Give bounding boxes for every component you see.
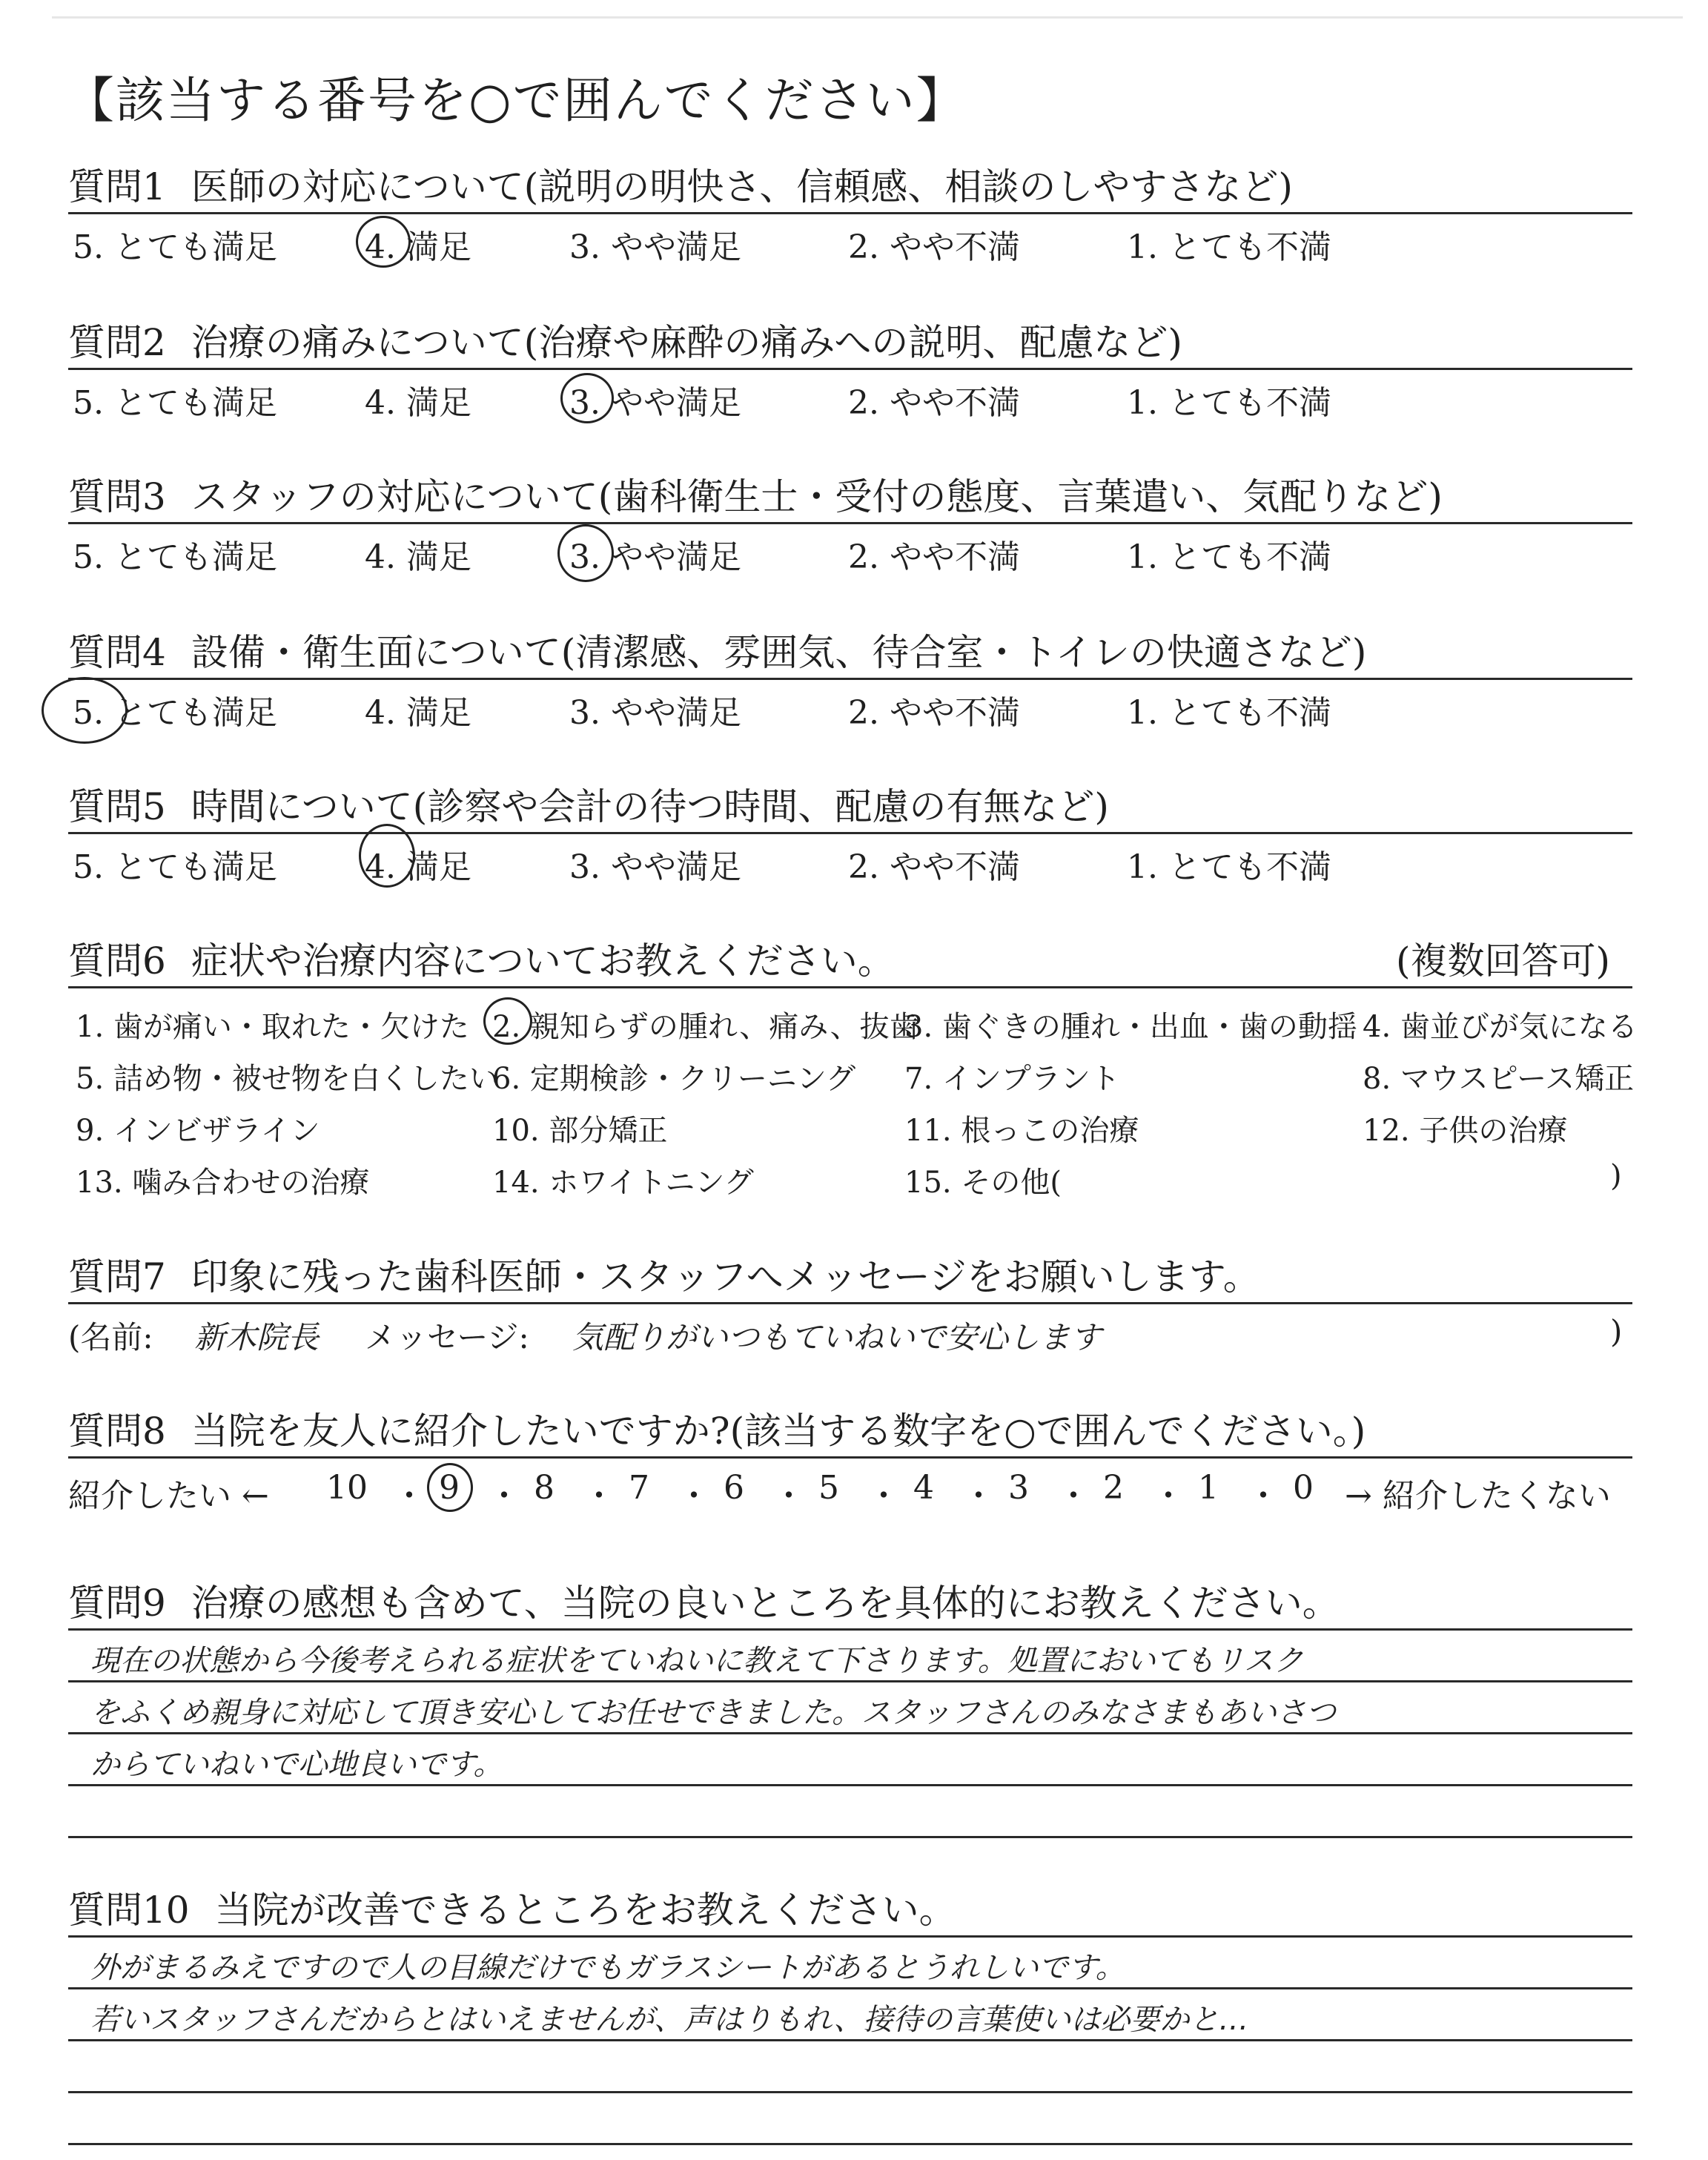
rating-options xyxy=(68,524,1632,576)
selection-circle xyxy=(427,1463,473,1512)
writing-line xyxy=(68,1680,1632,1682)
question-number: 質問6 xyxy=(68,939,166,982)
question-8 xyxy=(68,1406,1632,1518)
selection-circle xyxy=(560,373,614,423)
question-number: 質問2 xyxy=(68,321,166,364)
question-2 xyxy=(68,317,1632,422)
question-number: 質問7 xyxy=(68,1255,166,1298)
option-1[interactable]: 1. とても不満 xyxy=(1127,384,1331,422)
question-9 xyxy=(68,1578,1632,1895)
question-number: 質問10 xyxy=(68,1889,190,1932)
answer-line: 若いスタッフさんだからとはいえませんが、声はりもれ、接待の言葉使いは必要かと… xyxy=(90,2003,1249,2037)
scale-2[interactable]: 2 xyxy=(1103,1469,1124,1507)
symptom-5[interactable]: 5. 詰め物・被せ物を白くしたい xyxy=(76,1062,499,1096)
symptom-1[interactable]: 1. 歯が痛い・取れた・欠けた xyxy=(76,1010,469,1044)
option-3[interactable]: 3. やや満足 xyxy=(569,694,741,732)
question-1 xyxy=(68,162,1632,266)
option-3[interactable]: 3. やや満足 xyxy=(569,228,741,266)
question-number: 質問1 xyxy=(68,165,166,208)
selection-circle xyxy=(483,997,532,1045)
scale-dot: ・ xyxy=(1057,1477,1090,1515)
scale-right-label: → 紹介したくない xyxy=(1345,1477,1611,1515)
answer-line: をふくめ親身に対応して頂き安心してお任せできました。スタッフさんのみなさまもあいさつ xyxy=(90,1696,1336,1730)
question-4 xyxy=(68,627,1632,732)
option-4[interactable]: 4. 満足 xyxy=(365,694,471,732)
question-text: 当院を友人に紹介したいですか?(該当する数字を○で囲んでください。) xyxy=(191,1410,1366,1453)
selection-circle xyxy=(557,524,614,582)
symptom-15-other[interactable]: 15. その他( xyxy=(904,1166,1062,1200)
option-4[interactable]: 4. 満足 xyxy=(365,228,471,266)
scale-dot: ・ xyxy=(678,1477,710,1515)
option-4[interactable]: 4. 満足 xyxy=(365,848,471,886)
question-text: スタッフの対応について(歯科衛生士・受付の態度、言葉遣い、気配りなど) xyxy=(191,475,1443,518)
writing-line xyxy=(68,2039,1632,2041)
scale-3[interactable]: 3 xyxy=(1008,1469,1029,1507)
message-value[interactable]: 気配りがいつもていねいで安心します xyxy=(572,1319,1102,1355)
recommend-scale xyxy=(68,1459,1632,1518)
option-5[interactable]: 5. とても満足 xyxy=(73,848,277,886)
question-5 xyxy=(68,782,1632,886)
option-5[interactable]: 5. とても満足 xyxy=(73,228,277,266)
scale-7[interactable]: 7 xyxy=(629,1469,649,1507)
writing-line xyxy=(68,1732,1632,1734)
option-1[interactable]: 1. とても不満 xyxy=(1127,228,1331,266)
question-text: 当院が改善できるところをお教えください。 xyxy=(214,1889,956,1932)
question-text: 印象に残った歯科医師・スタッフへメッセージをお願いします。 xyxy=(191,1255,1260,1298)
symptom-2[interactable]: 2. 親知らずの腫れ、痛み、抜歯 xyxy=(492,1010,919,1044)
option-1[interactable]: 1. とても不満 xyxy=(1127,848,1331,886)
writing-line xyxy=(68,1628,1632,1631)
scale-10[interactable]: 10 xyxy=(326,1469,368,1507)
question-text: 治療の痛みについて(治療や麻酔の痛みへの説明、配慮など) xyxy=(191,321,1182,364)
symptom-13[interactable]: 13. 噛み合わせの治療 xyxy=(76,1166,370,1200)
question-6 xyxy=(68,936,1638,1203)
message-label: メッセージ: xyxy=(365,1319,529,1355)
option-3[interactable]: 3. やや満足 xyxy=(569,848,741,886)
scale-dot: ・ xyxy=(393,1477,426,1515)
scale-dot: ・ xyxy=(1152,1477,1185,1515)
scale-dot: ・ xyxy=(1247,1477,1280,1515)
rating-options xyxy=(68,680,1632,732)
answer-area[interactable] xyxy=(68,1935,1632,2158)
scale-dot: ・ xyxy=(867,1477,900,1515)
option-2[interactable]: 2. やや不満 xyxy=(848,848,1020,886)
scale-dot: ・ xyxy=(772,1477,805,1515)
option-5[interactable]: 5. とても満足 xyxy=(73,538,277,576)
writing-line xyxy=(68,2091,1632,2093)
option-5[interactable]: 5. とても満足 xyxy=(73,384,277,422)
scale-8[interactable]: 8 xyxy=(534,1469,555,1507)
rating-options xyxy=(68,370,1632,422)
symptom-options xyxy=(68,988,1638,1203)
question-7 xyxy=(68,1252,1632,1356)
multiple-answer-note: (複数回答可) xyxy=(1395,939,1610,982)
symptom-10[interactable]: 10. 部分矯正 xyxy=(492,1114,668,1148)
question-number: 質問8 xyxy=(68,1410,166,1453)
answer-area[interactable] xyxy=(68,1628,1632,1895)
symptom-3[interactable]: 3. 歯ぐきの腫れ・出血・歯の動揺 xyxy=(904,1010,1357,1044)
scale-0[interactable]: 0 xyxy=(1293,1469,1314,1507)
option-2[interactable]: 2. やや不満 xyxy=(848,538,1020,576)
rating-options xyxy=(68,214,1632,266)
question-10 xyxy=(68,1885,1632,2158)
message-row xyxy=(68,1304,1632,1356)
name-label: (名前: xyxy=(68,1319,153,1355)
symptom-7[interactable]: 7. インプラント xyxy=(904,1062,1120,1096)
option-2[interactable]: 2. やや不満 xyxy=(848,384,1020,422)
question-text: 時間について(診察や会計の待つ時間、配慮の有無など) xyxy=(191,785,1109,828)
symptom-11[interactable]: 11. 根っこの治療 xyxy=(904,1114,1139,1148)
symptom-14[interactable]: 14. ホワイトニング xyxy=(492,1166,754,1200)
symptom-8[interactable]: 8. マウスピース矯正 xyxy=(1363,1062,1635,1096)
other-close-paren: ) xyxy=(1610,1159,1622,1193)
symptom-12[interactable]: 12. 子供の治療 xyxy=(1363,1114,1568,1148)
option-2[interactable]: 2. やや不満 xyxy=(848,228,1020,266)
message-close-paren: ) xyxy=(1610,1313,1623,1350)
option-4[interactable]: 4. 満足 xyxy=(365,538,471,576)
question-text: 症状や治療内容についてお教えください。 xyxy=(191,939,895,982)
answer-line: からていねいで心地良いです。 xyxy=(90,1748,503,1782)
question-number: 質問9 xyxy=(68,1582,166,1625)
page-title: 【該当する番号を○で囲んでください】 xyxy=(65,72,967,129)
scale-1[interactable]: 1 xyxy=(1198,1469,1219,1507)
writing-line xyxy=(68,1836,1632,1838)
scale-dot: ・ xyxy=(583,1477,615,1515)
question-text: 設備・衛生面について(清潔感、雰囲気、待合室・トイレの快適さなど) xyxy=(191,631,1367,674)
selection-circle xyxy=(356,216,411,268)
scale-left-label: 紹介したい ← xyxy=(68,1477,269,1515)
scale-6[interactable]: 6 xyxy=(724,1469,744,1507)
top-border xyxy=(52,16,1683,19)
scale-5[interactable]: 5 xyxy=(818,1469,839,1507)
question-number: 質問5 xyxy=(68,785,166,828)
option-4[interactable]: 4. 満足 xyxy=(365,384,471,422)
selection-circle xyxy=(359,824,415,888)
question-number: 質問3 xyxy=(68,475,166,518)
scale-4[interactable]: 4 xyxy=(913,1469,934,1507)
answer-line: 現在の状態から今後考えられる症状をていねいに教えて下さります。処置においてもリスク xyxy=(90,1644,1303,1678)
option-3[interactable]: 3. やや満足 xyxy=(569,538,741,576)
question-text: 医師の対応について(説明の明快さ、信頼感、相談のしやすさなど) xyxy=(191,165,1293,208)
name-value[interactable]: 新木院長 xyxy=(194,1319,320,1355)
writing-line xyxy=(68,1987,1632,1989)
writing-line xyxy=(68,2143,1632,2145)
rating-options xyxy=(68,834,1632,886)
scale-dot: ・ xyxy=(488,1477,520,1515)
option-2[interactable]: 2. やや不満 xyxy=(848,694,1020,732)
scale-dot: ・ xyxy=(962,1477,995,1515)
option-1[interactable]: 1. とても不満 xyxy=(1127,694,1331,732)
question-3 xyxy=(68,472,1632,576)
symptom-4[interactable]: 4. 歯並びが気になる xyxy=(1363,1010,1638,1044)
scale-9[interactable]: 9 xyxy=(439,1469,460,1507)
answer-line: 外がまるみえですので人の目線だけでもガラスシートがあるとうれしいです。 xyxy=(90,1951,1125,1985)
option-3[interactable]: 3. やや満足 xyxy=(569,384,741,422)
question-text: 治療の感想も含めて、当院の良いところを具体的にお教えください。 xyxy=(191,1582,1340,1625)
writing-line xyxy=(68,1935,1632,1938)
writing-line xyxy=(68,1784,1632,1786)
question-number: 質問4 xyxy=(68,631,166,674)
option-5[interactable]: 5. とても満足 xyxy=(73,694,277,732)
option-1[interactable]: 1. とても不満 xyxy=(1127,538,1331,576)
symptom-6[interactable]: 6. 定期検診・クリーニング xyxy=(492,1062,856,1096)
symptom-9[interactable]: 9. インビザライン xyxy=(76,1114,320,1148)
selection-circle xyxy=(42,677,128,744)
